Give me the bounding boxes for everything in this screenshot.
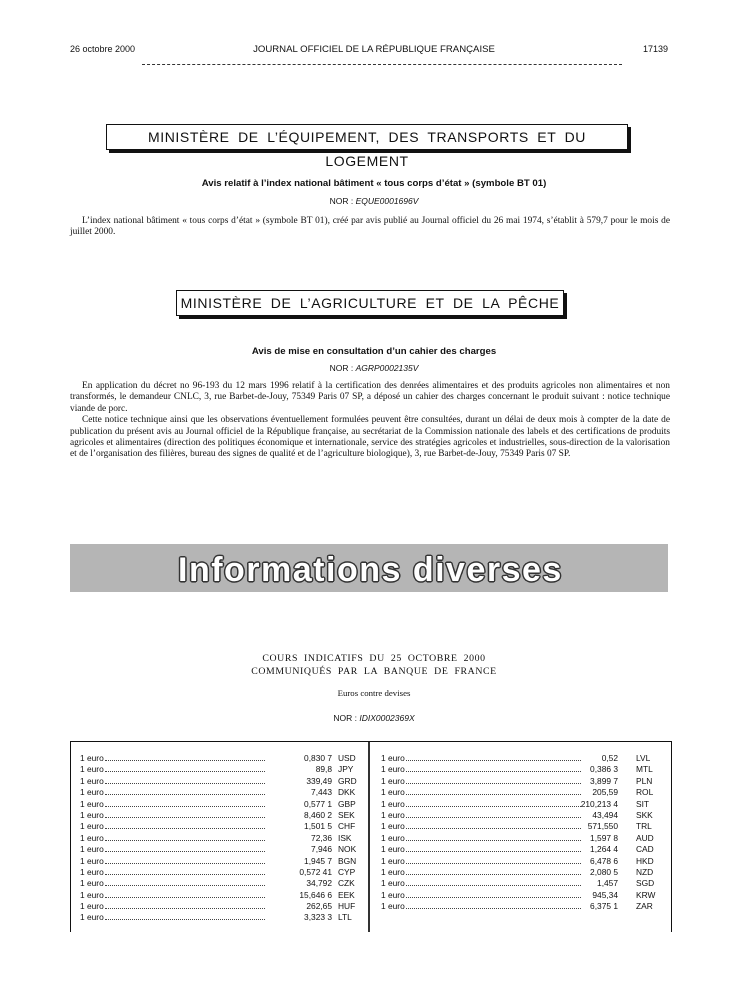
cours-title-line1: COURS INDICATIFS DU 25 OCTOBRE 2000	[262, 653, 486, 664]
dot-leader	[406, 840, 581, 841]
dot-leader	[105, 771, 265, 772]
currency-code: CAD	[636, 844, 654, 855]
nor-reference-2: NOR : AGRP0002135V	[329, 363, 419, 373]
currency-code: NOK	[338, 844, 357, 855]
header-rule	[142, 64, 622, 65]
rates-column-right	[381, 753, 661, 912]
dot-leader	[105, 919, 265, 920]
rate-label: 1 euro	[381, 775, 405, 786]
dot-leader	[406, 851, 581, 852]
dot-leader	[406, 771, 581, 772]
rate-row	[381, 856, 661, 867]
rate-value: 6,375 1	[590, 901, 618, 912]
rate-label: 1 euro	[80, 901, 104, 912]
dot-leader	[105, 794, 265, 795]
section-banner-title: Informations diverses	[178, 551, 563, 589]
rate-label: 1 euro	[381, 844, 405, 855]
rate-value: 0,386 3	[590, 764, 618, 775]
dot-leader	[105, 874, 265, 875]
rate-row	[381, 901, 661, 912]
currency-code: USD	[338, 753, 356, 763]
rate-row	[381, 764, 661, 775]
rate-row	[381, 799, 661, 810]
header-journal-title: JOURNAL OFFICIEL DE LA RÉPUBLIQUE FRANÇAISE	[253, 44, 495, 55]
rate-value: 89,8	[315, 764, 332, 775]
rate-label: 1 euro	[80, 798, 104, 809]
dot-leader	[406, 874, 581, 875]
notice-body-cahier	[70, 381, 670, 461]
rate-label: 1 euro	[381, 901, 405, 912]
dot-leader	[105, 908, 265, 909]
currency-code: CZK	[338, 878, 355, 889]
dot-leader	[105, 828, 265, 829]
currency-code: JPY	[338, 764, 354, 775]
rate-value: 945,34	[592, 889, 618, 900]
rate-value: 0,577 1	[304, 798, 332, 809]
dot-leader	[406, 863, 581, 864]
dot-leader	[406, 783, 581, 784]
rate-value: 262,65	[306, 901, 332, 912]
rate-label: 1 euro	[381, 832, 405, 843]
header-page-number: 17139	[642, 44, 668, 54]
rate-value: 6,478 6	[590, 855, 618, 866]
rate-row	[381, 776, 661, 787]
rate-row	[80, 901, 360, 912]
rate-value: 15,646 6	[299, 889, 332, 900]
rate-label: 1 euro	[381, 764, 405, 775]
rate-value: 43,494	[592, 809, 618, 820]
rate-row	[80, 776, 360, 787]
rate-row	[80, 810, 360, 821]
rate-value: 339,49	[306, 775, 332, 786]
rate-row	[80, 833, 360, 844]
rate-value: 8,460 2	[304, 809, 332, 820]
rate-value: 7,946	[311, 844, 332, 855]
rate-label: 1 euro	[381, 821, 405, 832]
currency-code: CHF	[338, 821, 356, 832]
dot-leader	[105, 817, 265, 818]
rate-label: 1 euro	[381, 809, 405, 820]
rate-label: 1 euro	[80, 844, 104, 855]
currency-code: GBP	[338, 798, 356, 809]
rate-label: 1 euro	[80, 889, 104, 900]
rate-label: 1 euro	[381, 866, 405, 877]
rate-value: 205,59	[592, 787, 618, 798]
rate-value: 1,945 7	[304, 855, 332, 866]
rate-row	[80, 867, 360, 878]
dot-leader	[105, 863, 265, 864]
rate-value: 3,323 3	[304, 912, 332, 923]
currency-code: BGN	[338, 855, 357, 866]
currency-code: CYP	[338, 866, 356, 877]
currency-code: DKK	[338, 787, 356, 798]
rate-value: 72,36	[311, 832, 332, 843]
rate-label: 1 euro	[80, 764, 104, 775]
dot-leader	[105, 760, 265, 761]
rate-row	[80, 764, 360, 775]
currency-code: HKD	[636, 855, 654, 866]
dot-leader	[406, 885, 581, 886]
currency-code: GRD	[338, 775, 357, 786]
currency-code: LTL	[338, 912, 352, 923]
currency-code: ROL	[636, 787, 654, 798]
notice-body-bt01: L’index national bâtiment « tous corps d’état » (symbole BT 01), créé par avis publié au Journal officiel du 26 mai 1974, s’établit à 579,7 pour le mois de juillet 2000.	[70, 216, 670, 238]
dot-leader	[105, 783, 265, 784]
rate-row	[381, 810, 661, 821]
rate-row	[80, 753, 360, 764]
rate-value: 1,501 5	[304, 821, 332, 832]
rate-row	[381, 821, 661, 832]
rate-value: 1,597 8	[590, 832, 618, 843]
dot-leader	[105, 897, 265, 898]
rate-value: 2,080 5	[590, 866, 618, 877]
rate-value: 3,899 7	[590, 775, 618, 786]
currency-code: HUF	[338, 901, 356, 912]
rate-label: 1 euro	[80, 809, 104, 820]
rate-label: 1 euro	[80, 753, 104, 763]
rate-row	[80, 912, 360, 923]
currency-code: SGD	[636, 878, 655, 889]
rates-column-left	[80, 753, 360, 924]
rate-value: 0,572 41	[299, 866, 332, 877]
rate-label: 1 euro	[80, 775, 104, 786]
currency-code: KRW	[636, 889, 656, 900]
rate-label: 1 euro	[381, 787, 405, 798]
currency-code: NZD	[636, 866, 654, 877]
dot-leader	[406, 760, 581, 761]
currency-code: TRL	[636, 821, 652, 832]
rate-value: 210,213 4	[580, 798, 618, 809]
rate-label: 1 euro	[80, 912, 104, 923]
currency-code: ZAR	[636, 901, 653, 912]
currency-code: SEK	[338, 809, 355, 820]
rate-label: 1 euro	[381, 889, 405, 900]
currency-code: LVL	[636, 753, 651, 763]
rate-label: 1 euro	[381, 855, 405, 866]
dot-leader	[406, 817, 581, 818]
rate-label: 1 euro	[80, 878, 104, 889]
rate-row	[381, 787, 661, 798]
dot-leader	[406, 828, 581, 829]
currency-code: SKK	[636, 809, 653, 820]
rate-value: 0,830 7	[304, 753, 332, 763]
rate-label: 1 euro	[381, 798, 405, 809]
rate-label: 1 euro	[80, 821, 104, 832]
rate-label: 1 euro	[381, 878, 405, 889]
currency-code: MTL	[636, 764, 653, 775]
dot-leader	[406, 806, 581, 807]
currency-code: ISK	[338, 832, 352, 843]
rate-row	[80, 799, 360, 810]
rate-value: 34,792	[306, 878, 332, 889]
dot-leader	[105, 840, 265, 841]
dot-leader	[105, 806, 265, 807]
cours-subtitle: Euros contre devises	[337, 688, 411, 698]
dot-leader	[406, 897, 581, 898]
rate-value: 7,443	[311, 787, 332, 798]
rate-row	[80, 856, 360, 867]
rate-row	[80, 821, 360, 832]
rate-value: 1,457	[597, 878, 618, 889]
paragraph: Cette notice technique ainsi que les observations éventuellement formulées peuvent être consultées, durant un délai de deux mois à compter de la date de publication du présent avis au Journal officiel de la République française, au secrétariat de la Commission nationale des labels et des certifications de produits agricoles et alimentaires (direction des politiques économique et internationale, service des stratégies agricoles et industrielles, sous-direction de la valorisation et de l’organisation des filières, bureau des signes de qualité et de l’agriculture biologique), 3, rue Barbet-de-Jouy, 75349 Paris 07 SP.	[70, 415, 670, 460]
paragraph: En application du décret no 96-193 du 12 mars 1996 relatif à la certification des denrées alimentaires et des produits agricoles non alimentaires et non transformés, le demandeur CNLC, 3, rue Barbet-de-Jouy, 75349 Paris 07 SP, a déposé un cahier des charges concernant le produit suivant : notice technique viande de porc.	[70, 381, 670, 414]
rate-row	[381, 867, 661, 878]
dot-leader	[105, 885, 265, 886]
ministry-box-agriculture: MINISTÈRE DE L’AGRICULTURE ET DE LA PÊCHE	[176, 290, 564, 316]
currency-code: SIT	[636, 798, 650, 809]
rate-label: 1 euro	[381, 753, 405, 763]
rate-label: 1 euro	[80, 855, 104, 866]
dot-leader	[406, 908, 581, 909]
ministry-box-equipement: MINISTÈRE DE L’ÉQUIPEMENT, DES TRANSPORTS ET DU LOGEMENT	[106, 124, 628, 150]
dot-leader	[105, 851, 265, 852]
rate-row	[80, 890, 360, 901]
rate-row	[381, 890, 661, 901]
rate-row	[381, 833, 661, 844]
rate-row	[381, 878, 661, 889]
rate-label: 1 euro	[80, 787, 104, 798]
nor-reference-1: NOR : EQUE0001696V	[329, 196, 419, 206]
notice-title-cahier: Avis de mise en consultation d’un cahier des charges	[251, 346, 497, 357]
cours-title-line2: COMMUNIQUÉS PAR LA BANQUE DE FRANCE	[251, 666, 497, 677]
rate-value: 0,52	[601, 753, 618, 763]
rate-value: 1,264 4	[590, 844, 618, 855]
rate-row	[80, 844, 360, 855]
currency-code: AUD	[636, 832, 654, 843]
rate-row	[381, 753, 661, 764]
rate-value: 571,550	[587, 821, 618, 832]
currency-code: PLN	[636, 775, 653, 786]
currency-code: EEK	[338, 889, 355, 900]
rate-row	[80, 787, 360, 798]
dot-leader	[406, 794, 581, 795]
notice-title-bt01: Avis relatif à l’index national bâtiment « tous corps d’état » (symbole BT 01)	[201, 178, 547, 189]
rate-label: 1 euro	[80, 866, 104, 877]
header-date: 26 octobre 2000	[70, 44, 136, 54]
rate-label: 1 euro	[80, 832, 104, 843]
rate-row	[80, 878, 360, 889]
nor-reference-3: NOR : IDIX0002369X	[333, 713, 415, 723]
rate-row	[381, 844, 661, 855]
